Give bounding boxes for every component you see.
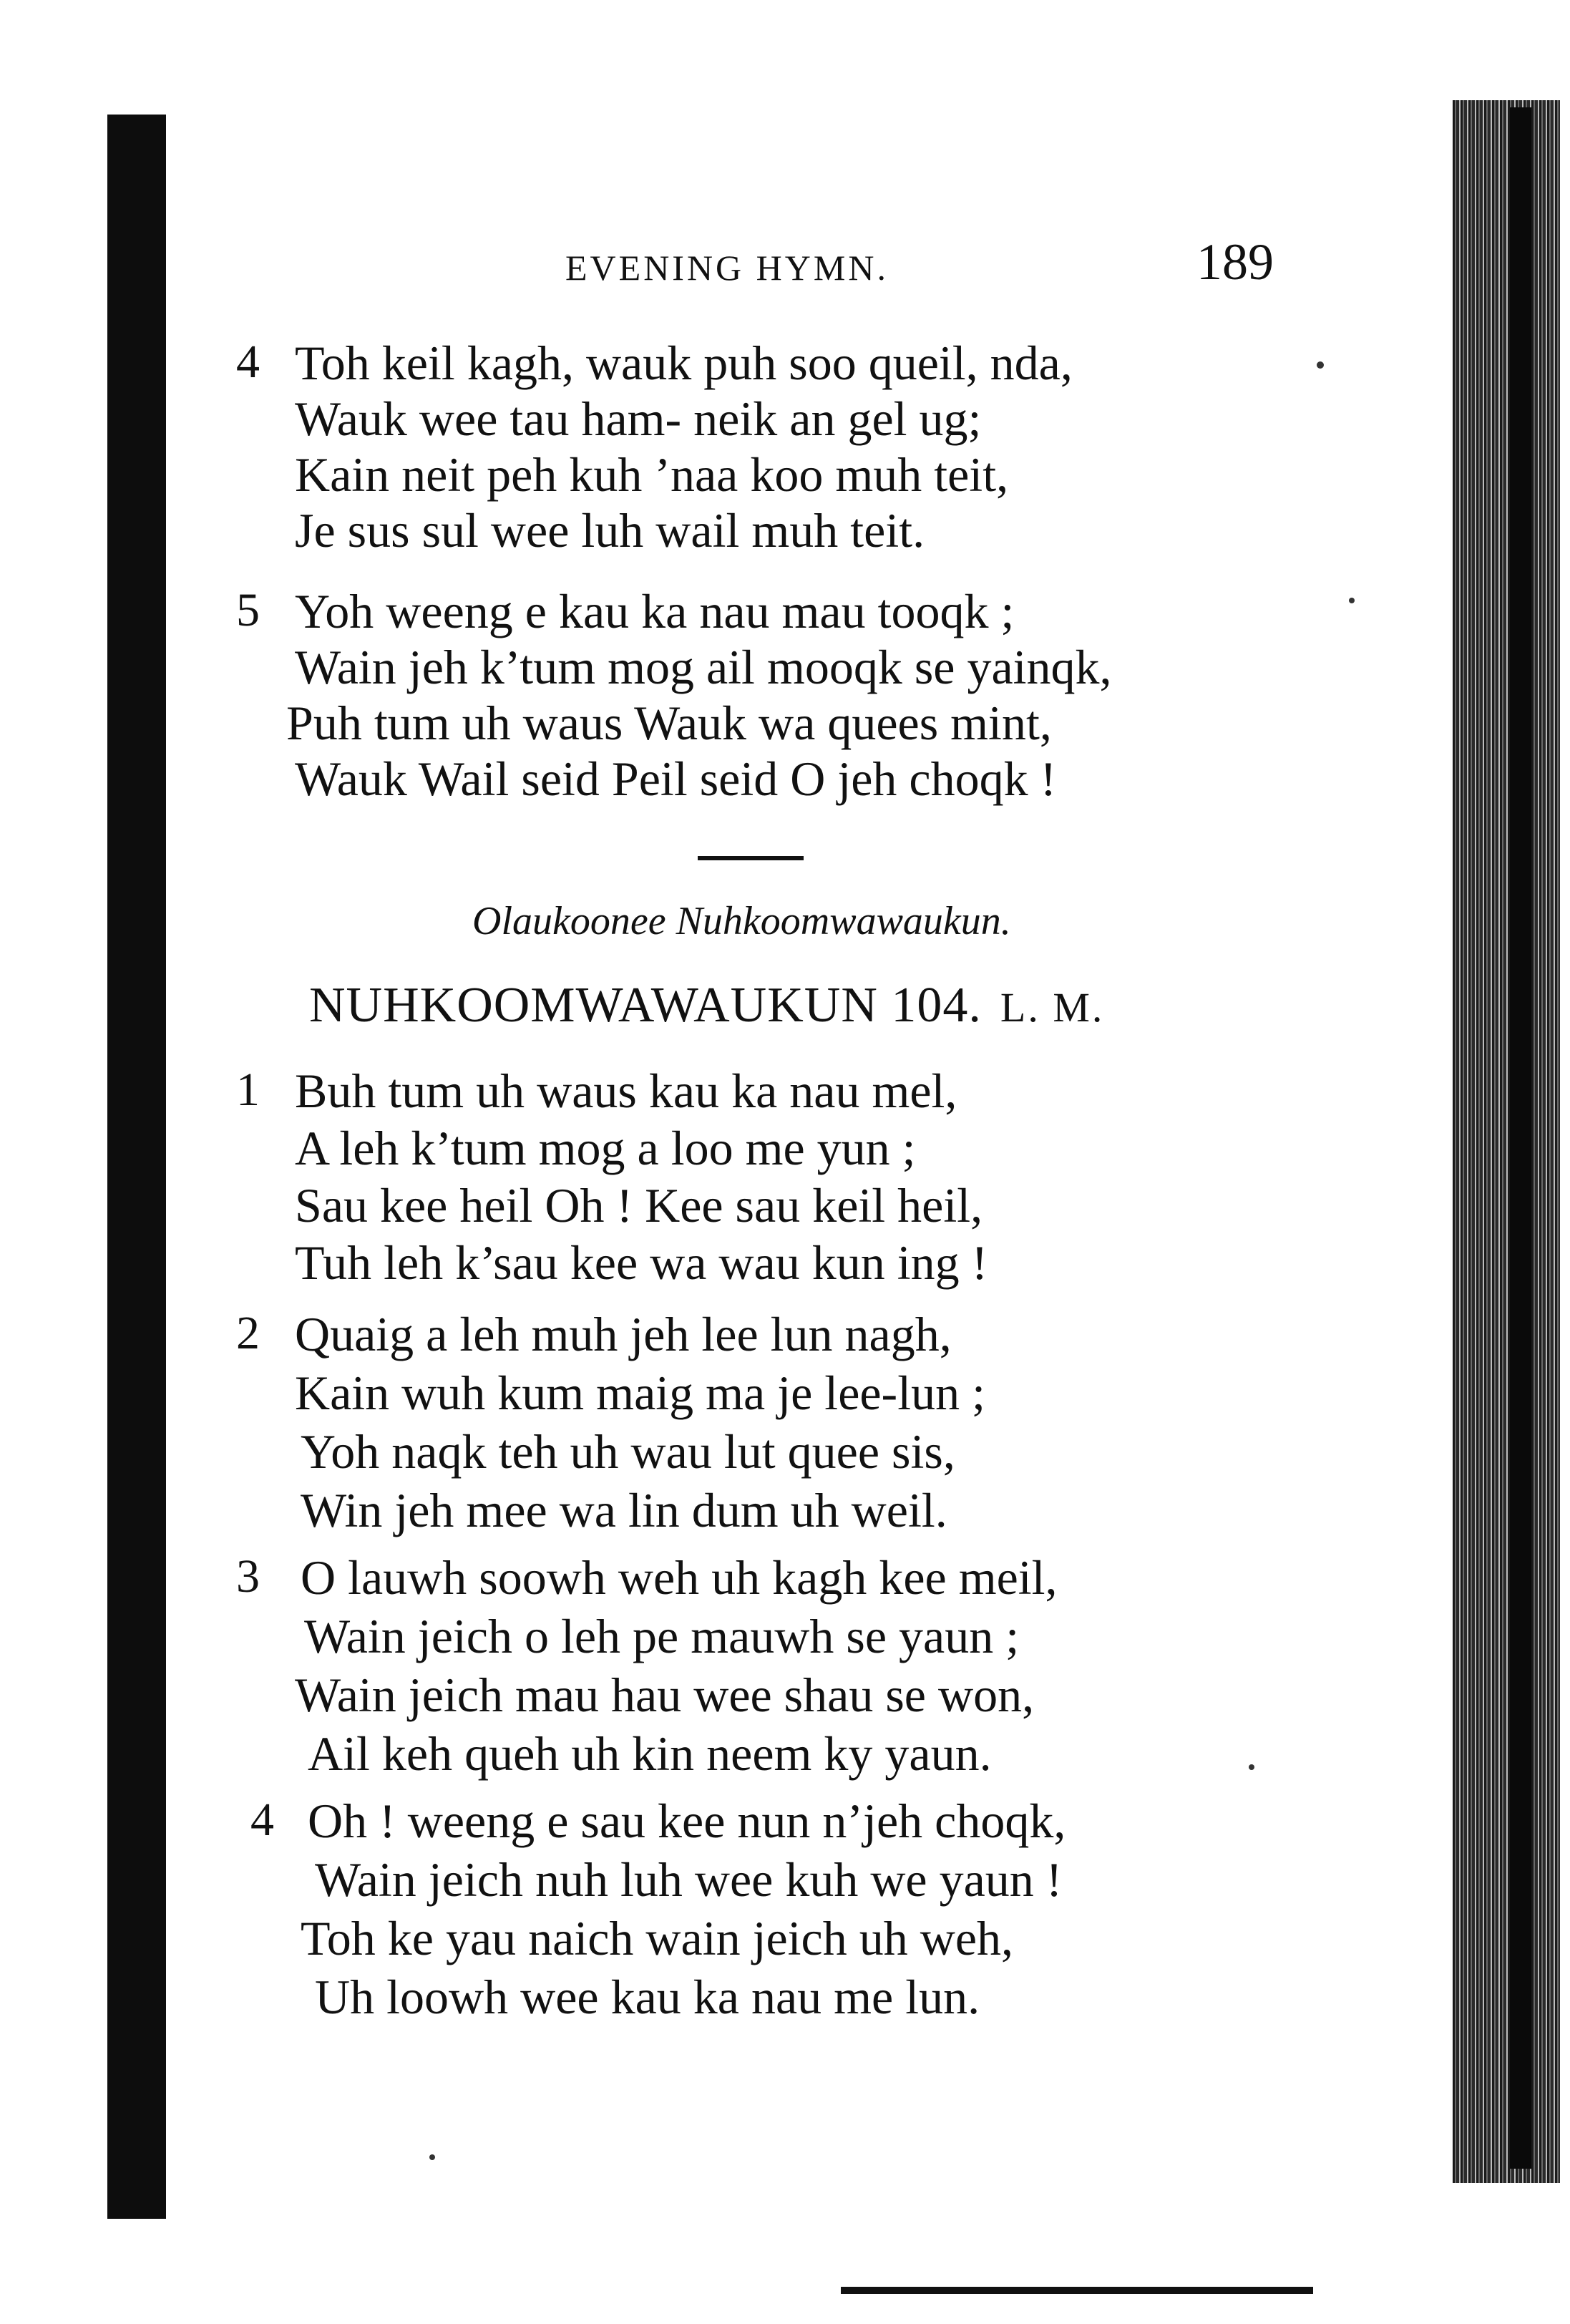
verse-line: Quaig a leh muh jeh lee lun nagh, [295, 1307, 952, 1361]
tune-name: Olaukoonee Nuhkoomwawaukun. [472, 899, 1011, 943]
stanza-number: 2 [236, 1307, 260, 1359]
verse-line: Kain wuh kum maig ma je lee-lun ; [295, 1366, 985, 1420]
page-edge [1453, 100, 1560, 2183]
verse-line: Wain jeich o leh pe mauwh se yaun ; [304, 1609, 1020, 1663]
verse-line: Yoh weeng e kau ka nau mau tooqk ; [295, 584, 1015, 638]
binding-shadow [107, 115, 166, 2219]
verse-line: Kain neit peh kuh ’naa koo muh teit, [295, 447, 1009, 502]
verse-line: Toh ke yau naich wain jeich uh weh, [301, 1911, 1014, 1965]
verse-line: Win jeh mee wa lin dum uh weil. [301, 1483, 947, 1537]
ink-speck [429, 2154, 435, 2160]
bottom-rule [841, 2287, 1313, 2294]
verse-line: Wain jeich nuh luh wee kuh we yaun ! [315, 1852, 1063, 1907]
hymn-meter: L. M. [1000, 984, 1105, 1031]
stanza-number: 4 [250, 1794, 274, 1846]
verse-line: Je sus sul wee luh wail muh teit. [295, 503, 925, 558]
verse-line: Wauk Wail seid Peil seid O jeh choqk ! [295, 752, 1057, 806]
verse-line: Wain jeh k’tum mog ail mooqk se yainqk, [295, 640, 1112, 694]
page-number: 189 [1196, 233, 1274, 291]
stanza-number: 1 [236, 1064, 260, 1116]
ink-speck [1249, 1764, 1254, 1770]
verse-line: A leh k’tum mog a loo me yun ; [295, 1121, 916, 1175]
hymn-divider [698, 856, 804, 860]
stanza-number: 3 [236, 1550, 260, 1603]
page-edge-dark [1510, 107, 1531, 2169]
verse-line: Ail keh queh uh kin neem ky yaun. [308, 1726, 992, 1781]
verse-line: Sau kee heil Oh ! Kee sau keil heil, [295, 1178, 983, 1233]
verse-line: O lauwh soowh weh uh kagh kee meil, [301, 1550, 1058, 1605]
verse-line: Uh loowh wee kau ka nau me lun. [315, 1970, 980, 2024]
verse-line: Buh tum uh waus kau ka nau mel, [295, 1064, 957, 1118]
stanza-number: 4 [236, 336, 260, 388]
hymn-title: NUHKOOMWAWAUKUN 104. [309, 978, 982, 1033]
verse-line: Toh keil kagh, wauk puh soo queil, nda, [295, 336, 1073, 390]
hymn-heading [309, 977, 1104, 1034]
verse-line: Wain jeich mau hau wee shau se won, [295, 1668, 1035, 1722]
stanza-number: 5 [236, 584, 260, 636]
verse-line: Yoh naqk teh uh wau lut quee sis, [301, 1424, 955, 1479]
verse-line: Oh ! weeng e sau kee nun n’jeh choqk, [308, 1794, 1066, 1848]
verse-line: Wauk wee tau ham- neik an gel ug; [295, 392, 982, 446]
ink-speck [1349, 598, 1355, 603]
running-title: EVENING HYMN. [565, 248, 889, 288]
verse-line: Tuh leh k’sau kee wa wau kun ing ! [295, 1235, 988, 1290]
ink-speck [1317, 361, 1324, 369]
verse-line: Puh tum uh waus Wauk wa quees mint, [286, 696, 1052, 750]
